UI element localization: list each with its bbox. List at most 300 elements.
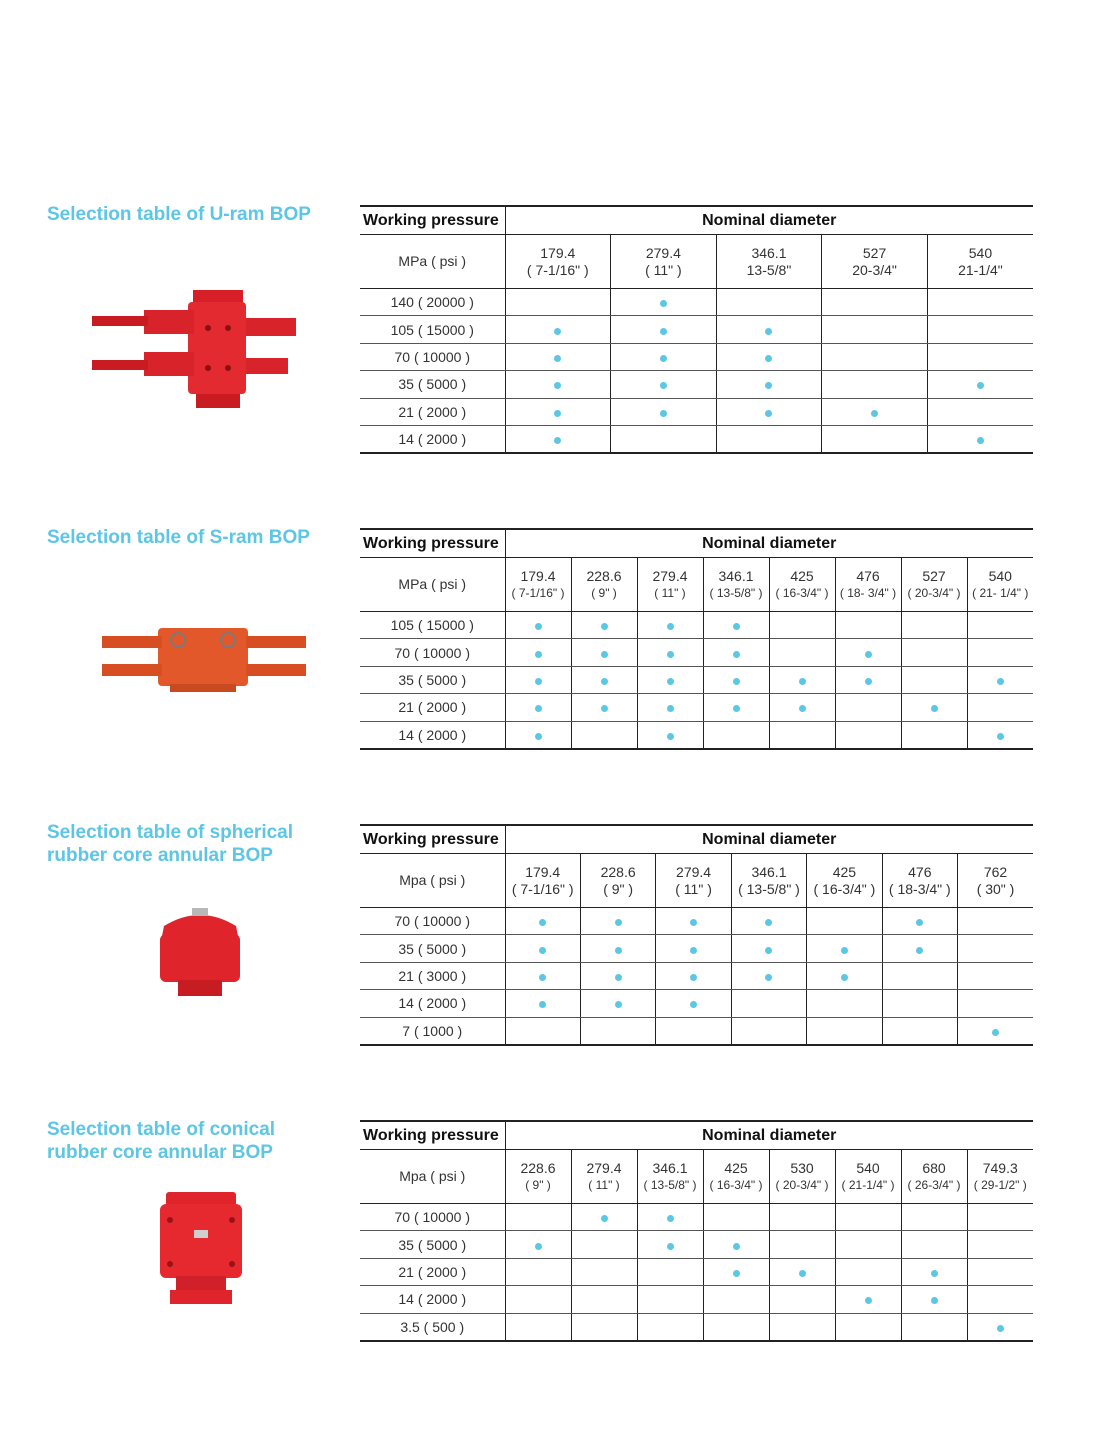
diameter-column-header [703, 558, 769, 612]
availability-cell [769, 1204, 835, 1231]
diameter-mm: 179.4 [520, 567, 556, 584]
diameter-column-header [716, 235, 822, 289]
table-row [360, 1286, 1033, 1313]
availability-cell [807, 908, 882, 935]
available-dot-icon [539, 1001, 546, 1008]
diameter-inch: ( 11" ) [588, 1177, 620, 1192]
diameter-inch: 13-5/8" [746, 261, 792, 278]
availability-cell [927, 398, 1033, 425]
availability-cell [822, 371, 928, 398]
pressure-cell: 70 ( 10000 ) [360, 343, 505, 370]
pressure-cell: 14 ( 2000 ) [360, 425, 505, 453]
diameter-column-header [637, 558, 703, 612]
availability-cell [901, 1258, 967, 1285]
pressure-cell: 21 ( 3000 ) [360, 962, 505, 989]
nominal-diameter-header: Nominal diameter [505, 529, 1033, 558]
availability-cell [769, 1313, 835, 1341]
availability-cell [967, 612, 1033, 639]
diameter-inch: ( 16-3/4" ) [813, 880, 876, 897]
working-pressure-header: Working pressure [360, 825, 505, 854]
available-dot-icon [615, 1001, 622, 1008]
diameter-mm: 179.4 [540, 244, 576, 261]
pressure-cell: 21 ( 2000 ) [360, 398, 505, 425]
available-dot-icon [660, 410, 667, 417]
availability-cell [716, 289, 822, 316]
availability-cell [637, 1204, 703, 1231]
availability-cell [822, 398, 928, 425]
availability-cell [580, 990, 655, 1017]
available-dot-icon [601, 1215, 608, 1222]
diameter-column-header [901, 558, 967, 612]
diameter-inch: ( 7-1/16" ) [511, 585, 565, 600]
available-dot-icon [865, 1297, 872, 1304]
available-dot-icon [554, 382, 561, 389]
spherical-bop-image [154, 906, 246, 1000]
availability-cell [901, 721, 967, 749]
availability-cell [901, 694, 967, 721]
available-dot-icon [667, 705, 674, 712]
available-dot-icon [997, 678, 1004, 685]
available-dot-icon [554, 355, 561, 362]
diameter-inch: ( 11" ) [645, 261, 682, 278]
pressure-cell: 35 ( 5000 ) [360, 1231, 505, 1258]
availability-cell [882, 990, 957, 1017]
diameter-inch: ( 13-5/8" ) [643, 1177, 697, 1192]
available-dot-icon [733, 705, 740, 712]
diameter-column-header [505, 1150, 571, 1204]
diameter-mm: 279.4 [652, 567, 688, 584]
diameter-column-header [807, 854, 882, 908]
table-row [360, 1313, 1033, 1341]
table-row [360, 694, 1033, 721]
availability-cell [769, 666, 835, 693]
available-dot-icon [765, 382, 772, 389]
availability-cell [967, 1258, 1033, 1285]
availability-cell [611, 398, 717, 425]
availability-cell [703, 1258, 769, 1285]
available-dot-icon [733, 1243, 740, 1250]
section-title: Selection table of S-ram BOP [47, 527, 310, 548]
available-dot-icon [690, 1001, 697, 1008]
availability-cell [505, 962, 580, 989]
pressure-cell: 105 ( 15000 ) [360, 612, 505, 639]
available-dot-icon [615, 974, 622, 981]
diameter-inch: ( 9" ) [603, 880, 634, 897]
availability-cell [571, 721, 637, 749]
diameter-inch: ( 13-5/8" ) [709, 585, 763, 600]
available-dot-icon [667, 623, 674, 630]
availability-cell [882, 962, 957, 989]
diameter-inch: ( 26-3/4" ) [907, 1177, 961, 1192]
availability-cell [703, 1286, 769, 1313]
availability-cell [835, 612, 901, 639]
pressure-cell: 35 ( 5000 ) [360, 371, 505, 398]
available-dot-icon [535, 733, 542, 740]
diameter-column-header [571, 1150, 637, 1204]
available-dot-icon [977, 437, 984, 444]
availability-cell [571, 666, 637, 693]
table-row [360, 343, 1033, 370]
availability-cell [656, 962, 731, 989]
diameter-inch: ( 29-1/2" ) [973, 1177, 1027, 1192]
diameter-column-header [505, 235, 611, 289]
available-dot-icon [539, 947, 546, 954]
diameter-column-header [822, 235, 928, 289]
availability-cell [580, 908, 655, 935]
diameter-inch: ( 18-3/4" ) [888, 880, 951, 897]
available-dot-icon [554, 328, 561, 335]
availability-cell [637, 721, 703, 749]
availability-cell [505, 1313, 571, 1341]
availability-cell [505, 1231, 571, 1258]
availability-cell [580, 962, 655, 989]
availability-cell [835, 639, 901, 666]
diameter-inch: ( 16-3/4" ) [709, 1177, 763, 1192]
availability-cell [703, 666, 769, 693]
availability-cell [611, 289, 717, 316]
available-dot-icon [916, 919, 923, 926]
availability-cell [901, 666, 967, 693]
available-dot-icon [601, 651, 608, 658]
pressure-cell: 105 ( 15000 ) [360, 316, 505, 343]
available-dot-icon [841, 974, 848, 981]
nominal-diameter-header: Nominal diameter [505, 825, 1033, 854]
availability-cell [927, 425, 1033, 453]
availability-cell [505, 1286, 571, 1313]
availability-cell [637, 1258, 703, 1285]
availability-cell [731, 935, 806, 962]
diameter-inch: ( 16-3/4" ) [775, 585, 829, 600]
availability-cell [835, 1258, 901, 1285]
availability-cell [637, 1313, 703, 1341]
available-dot-icon [667, 1215, 674, 1222]
available-dot-icon [992, 1029, 999, 1036]
availability-cell [571, 1258, 637, 1285]
availability-cell [882, 935, 957, 962]
diameter-inch: ( 7-1/16" ) [526, 261, 589, 278]
spherical-selection-table [360, 824, 1033, 1046]
availability-cell [505, 1204, 571, 1231]
pressure-cell: 14 ( 2000 ) [360, 990, 505, 1017]
availability-cell [505, 694, 571, 721]
diameter-mm: 279.4 [676, 863, 712, 880]
availability-cell [822, 343, 928, 370]
diameter-inch: ( 20-3/4" ) [907, 585, 961, 600]
availability-cell [769, 639, 835, 666]
availability-cell [835, 1286, 901, 1313]
diameter-mm: 179.4 [525, 863, 561, 880]
diameter-mm: 762 [983, 863, 1008, 880]
availability-cell [703, 1313, 769, 1341]
diameter-inch: ( 30" ) [976, 880, 1015, 897]
availability-cell [835, 721, 901, 749]
availability-cell [505, 1258, 571, 1285]
available-dot-icon [535, 678, 542, 685]
unit-label: Mpa ( psi ) [360, 854, 505, 908]
table-row [360, 612, 1033, 639]
availability-cell [927, 371, 1033, 398]
availability-cell [769, 1286, 835, 1313]
diameter-inch: ( 9" ) [591, 585, 617, 600]
availability-cell [835, 1313, 901, 1341]
diameter-column-header [637, 1150, 703, 1204]
available-dot-icon [660, 300, 667, 307]
pressure-cell: 21 ( 2000 ) [360, 694, 505, 721]
available-dot-icon [865, 651, 872, 658]
availability-cell [505, 425, 611, 453]
table-row [360, 316, 1033, 343]
pressure-cell: 14 ( 2000 ) [360, 1286, 505, 1313]
diameter-column-header [703, 1150, 769, 1204]
diameter-column-header [835, 558, 901, 612]
diameter-inch: ( 7-1/16" ) [511, 880, 574, 897]
diameter-column-header [882, 854, 957, 908]
availability-cell [571, 694, 637, 721]
diameter-column-header [505, 854, 580, 908]
pressure-cell: 70 ( 10000 ) [360, 1204, 505, 1231]
diameter-inch: ( 21- 1/4" ) [972, 585, 1029, 600]
pressure-cell: 140 ( 20000 ) [360, 289, 505, 316]
availability-cell [958, 908, 1033, 935]
available-dot-icon [733, 678, 740, 685]
availability-cell [901, 1204, 967, 1231]
available-dot-icon [535, 651, 542, 658]
availability-cell [731, 962, 806, 989]
availability-cell [656, 1017, 731, 1045]
table-row [360, 666, 1033, 693]
availability-cell [927, 343, 1033, 370]
pressure-cell: 21 ( 2000 ) [360, 1258, 505, 1285]
diameter-mm: 228.6 [600, 863, 636, 880]
diameter-inch: ( 11" ) [675, 880, 712, 897]
diameter-mm: 527 [922, 567, 946, 584]
availability-cell [703, 1231, 769, 1258]
available-dot-icon [667, 651, 674, 658]
availability-cell [571, 612, 637, 639]
availability-cell [958, 1017, 1033, 1045]
diameter-inch: 20-3/4" [852, 261, 897, 278]
diameter-mm: 530 [790, 1159, 814, 1176]
availability-cell [835, 1204, 901, 1231]
diameter-mm: 425 [832, 863, 857, 880]
available-dot-icon [660, 355, 667, 362]
availability-cell [611, 343, 717, 370]
availability-cell [807, 990, 882, 1017]
diameter-mm: 279.4 [586, 1159, 622, 1176]
working-pressure-header: Working pressure [360, 1121, 505, 1150]
availability-cell [656, 908, 731, 935]
availability-cell [505, 1017, 580, 1045]
available-dot-icon [601, 678, 608, 685]
section-title: Selection table of conical rubber core annular BOP [47, 1119, 276, 1163]
diameter-inch: ( 9" ) [525, 1177, 551, 1192]
availability-cell [637, 694, 703, 721]
availability-cell [505, 371, 611, 398]
diameter-column-header [580, 854, 655, 908]
diameter-column-header [901, 1150, 967, 1204]
diameter-mm: 476 [856, 567, 880, 584]
diameter-column-header [958, 854, 1033, 908]
available-dot-icon [615, 947, 622, 954]
availability-cell [882, 908, 957, 935]
diameter-column-header [505, 558, 571, 612]
table-row [360, 990, 1033, 1017]
available-dot-icon [765, 947, 772, 954]
availability-cell [505, 289, 611, 316]
diameter-inch: ( 20-3/4" ) [775, 1177, 829, 1192]
availability-cell [927, 289, 1033, 316]
available-dot-icon [765, 410, 772, 417]
unit-label: MPa ( psi ) [360, 558, 505, 612]
available-dot-icon [931, 1297, 938, 1304]
available-dot-icon [601, 705, 608, 712]
diameter-inch: ( 13-5/8" ) [738, 880, 800, 897]
availability-cell [769, 694, 835, 721]
diameter-mm: 749.3 [982, 1159, 1018, 1176]
availability-cell [637, 1286, 703, 1313]
available-dot-icon [660, 382, 667, 389]
availability-cell [703, 721, 769, 749]
availability-cell [901, 639, 967, 666]
nominal-diameter-header: Nominal diameter [505, 206, 1033, 235]
section-title: Selection table of U-ram BOP [47, 204, 311, 225]
availability-cell [967, 1286, 1033, 1313]
availability-cell [716, 371, 822, 398]
available-dot-icon [539, 974, 546, 981]
working-pressure-header: Working pressure [360, 529, 505, 558]
diameter-mm: 346.1 [718, 567, 754, 584]
diameter-inch: ( 21-1/4" ) [841, 1177, 895, 1192]
available-dot-icon [690, 919, 697, 926]
available-dot-icon [916, 947, 923, 954]
available-dot-icon [667, 1243, 674, 1250]
table-row [360, 371, 1033, 398]
availability-cell [505, 316, 611, 343]
u-ram-selection-table [360, 205, 1033, 454]
diameter-column-header [611, 235, 717, 289]
table-row [360, 1204, 1033, 1231]
diameter-mm: 346.1 [751, 244, 787, 261]
diameter-column-header [769, 1150, 835, 1204]
availability-cell [769, 721, 835, 749]
s-ram-bop-image [98, 620, 310, 694]
diameter-mm: 425 [790, 567, 814, 584]
diameter-mm: 476 [908, 863, 932, 880]
availability-cell [901, 1286, 967, 1313]
availability-cell [822, 316, 928, 343]
available-dot-icon [871, 410, 878, 417]
availability-cell [703, 639, 769, 666]
availability-cell [505, 990, 580, 1017]
available-dot-icon [535, 705, 542, 712]
pressure-cell: 35 ( 5000 ) [360, 935, 505, 962]
diameter-mm: 346.1 [751, 863, 787, 880]
available-dot-icon [765, 974, 772, 981]
available-dot-icon [690, 947, 697, 954]
availability-cell [967, 1204, 1033, 1231]
availability-cell [807, 1017, 882, 1045]
available-dot-icon [601, 623, 608, 630]
availability-cell [505, 639, 571, 666]
availability-cell [882, 1017, 957, 1045]
availability-cell [571, 1231, 637, 1258]
available-dot-icon [865, 678, 872, 685]
available-dot-icon [841, 947, 848, 954]
available-dot-icon [539, 919, 546, 926]
availability-cell [769, 612, 835, 639]
availability-cell [571, 1313, 637, 1341]
available-dot-icon [660, 328, 667, 335]
availability-cell [731, 908, 806, 935]
availability-cell [716, 316, 822, 343]
availability-cell [967, 1231, 1033, 1258]
availability-cell [716, 398, 822, 425]
diameter-inch: 21-1/4" [958, 261, 1003, 278]
unit-label: Mpa ( psi ) [360, 1150, 505, 1204]
availability-cell [637, 666, 703, 693]
available-dot-icon [977, 382, 984, 389]
pressure-cell: 7 ( 1000 ) [360, 1017, 505, 1045]
diameter-mm: 540 [856, 1159, 880, 1176]
availability-cell [656, 935, 731, 962]
availability-cell [571, 1286, 637, 1313]
s-ram-selection-table [360, 528, 1033, 750]
diameter-mm: 425 [724, 1159, 748, 1176]
available-dot-icon [733, 651, 740, 658]
pressure-cell: 35 ( 5000 ) [360, 666, 505, 693]
availability-cell [505, 612, 571, 639]
available-dot-icon [690, 974, 697, 981]
pressure-cell: 14 ( 2000 ) [360, 721, 505, 749]
diameter-column-header [769, 558, 835, 612]
conical-selection-table [360, 1120, 1033, 1342]
diameter-column-header [927, 235, 1033, 289]
available-dot-icon [615, 919, 622, 926]
availability-cell [637, 612, 703, 639]
table-row [360, 962, 1033, 989]
availability-cell [637, 1231, 703, 1258]
diameter-mm: 346.1 [652, 1159, 688, 1176]
diameter-mm: 527 [862, 244, 887, 261]
availability-cell [835, 666, 901, 693]
available-dot-icon [997, 733, 1004, 740]
availability-cell [967, 721, 1033, 749]
availability-cell [505, 343, 611, 370]
diameter-column-header [731, 854, 806, 908]
availability-cell [901, 1313, 967, 1341]
availability-cell [505, 666, 571, 693]
available-dot-icon [733, 623, 740, 630]
nominal-diameter-header: Nominal diameter [505, 1121, 1033, 1150]
available-dot-icon [535, 1243, 542, 1250]
working-pressure-header: Working pressure [360, 206, 505, 235]
diameter-inch: ( 11" ) [654, 585, 686, 600]
pressure-cell: 3.5 ( 500 ) [360, 1313, 505, 1341]
available-dot-icon [799, 678, 806, 685]
availability-cell [967, 1313, 1033, 1341]
availability-cell [769, 1258, 835, 1285]
table-row [360, 935, 1033, 962]
pressure-cell: 70 ( 10000 ) [360, 908, 505, 935]
section-title: Selection table of spherical rubber core annular BOP [47, 822, 294, 866]
table-row [360, 425, 1033, 453]
availability-cell [656, 990, 731, 1017]
availability-cell [901, 612, 967, 639]
diameter-column-header [835, 1150, 901, 1204]
diameter-mm: 228.6 [520, 1159, 556, 1176]
u-ram-bop-image [88, 288, 300, 410]
availability-cell [769, 1231, 835, 1258]
